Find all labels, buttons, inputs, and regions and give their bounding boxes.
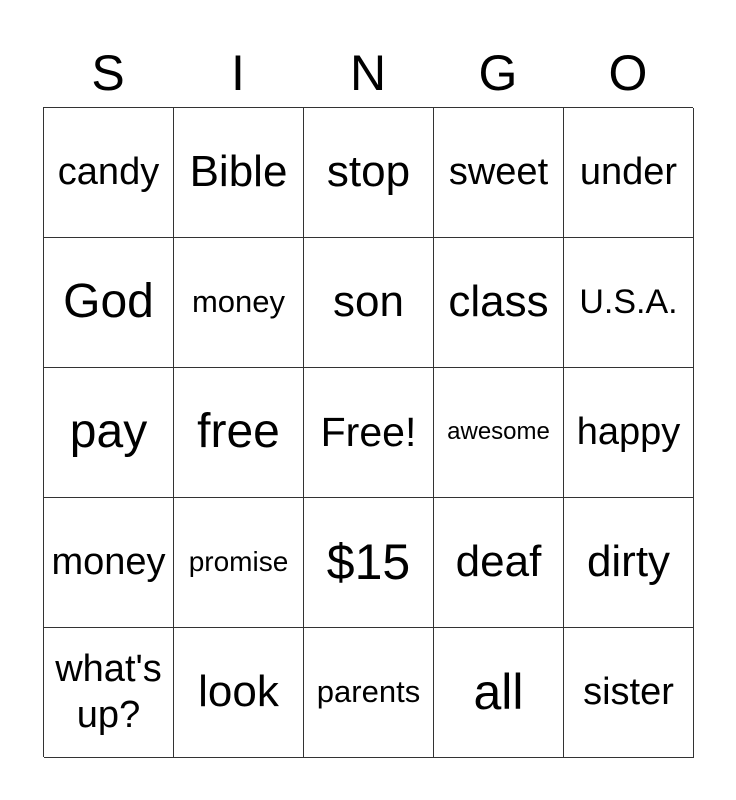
header-letter-g: G — [478, 45, 518, 101]
bingo-cell[interactable]: sweet — [434, 108, 564, 238]
bingo-cell[interactable]: stop — [304, 108, 434, 238]
bingo-cell[interactable]: money — [44, 498, 174, 628]
bingo-header — [43, 40, 693, 106]
bingo-cell[interactable]: son — [304, 238, 434, 368]
bingo-cell[interactable]: $15 — [304, 498, 434, 628]
bingo-cell[interactable]: Bible — [174, 108, 304, 238]
header-letter-s: S — [91, 45, 125, 101]
bingo-cell[interactable]: promise — [174, 498, 304, 628]
bingo-cell[interactable]: money — [174, 238, 304, 368]
bingo-cell[interactable]: what's up? — [44, 628, 174, 758]
bingo-cell[interactable]: God — [44, 238, 174, 368]
bingo-cell[interactable]: dirty — [564, 498, 694, 628]
bingo-cell[interactable]: all — [434, 628, 564, 758]
bingo-cell[interactable]: deaf — [434, 498, 564, 628]
bingo-cell[interactable]: pay — [44, 368, 174, 498]
bingo-cell[interactable]: happy — [564, 368, 694, 498]
bingo-cell[interactable]: class — [434, 238, 564, 368]
header-letter-o: O — [608, 45, 648, 101]
bingo-cell[interactable]: Free! — [304, 368, 434, 498]
bingo-cell[interactable]: under — [564, 108, 694, 238]
bingo-cell[interactable]: awesome — [434, 368, 564, 498]
bingo-cell[interactable]: look — [174, 628, 304, 758]
bingo-board — [43, 107, 693, 757]
bingo-cell[interactable]: candy — [44, 108, 174, 238]
header-letter-n: N — [349, 45, 387, 101]
bingo-cell[interactable]: sister — [564, 628, 694, 758]
bingo-cell[interactable]: U.S.A. — [564, 238, 694, 368]
header-letter-i: I — [231, 45, 245, 101]
bingo-cell[interactable]: parents — [304, 628, 434, 758]
bingo-cell[interactable]: free — [174, 368, 304, 498]
